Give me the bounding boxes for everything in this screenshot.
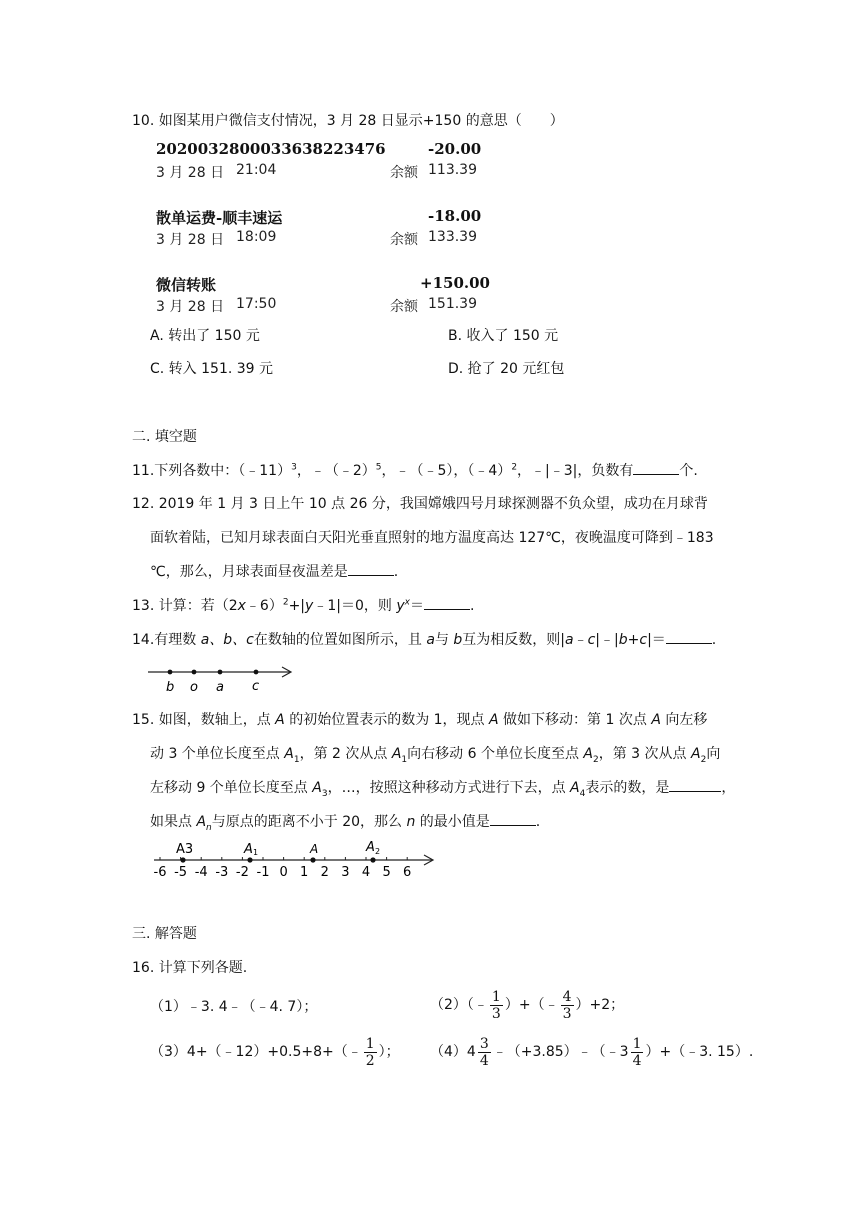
fraction-3-4: $\frac{3}{4}$ [479,1035,489,1069]
q14-answer-blank[interactable] [666,630,712,644]
q10-option-d[interactable]: D. 抢了 20 元红包 [448,361,565,377]
q16-part-3: （3）4+（﹣12）+0.5+8+（﹣ $\frac{1}{2}$ ）； [150,1035,400,1069]
q16-part-2: （2）（﹣ $\frac{1}{3}$ ）+（﹣ $\frac{4}{3}$ ）+2； [430,988,625,1022]
q15-number-line [150,838,440,880]
q14-number-line [146,660,296,696]
q15-line-1: 15. 如图，数轴上，点 A 的初始位置表示的数为 1，现点 A 做如下移动：第 1 次点 A 向左移 [132,712,708,728]
axis-tick-label: 6 [403,865,412,880]
record-3-amount: +150.00 [420,274,490,292]
record-1-time: 21:04 [236,162,277,178]
fraction-1-4: $\frac{1}{4}$ [632,1035,642,1069]
label-o: o [190,680,198,695]
record-1-balance-label: 余额 [390,165,418,181]
q12-line-3: ℃，那么，月球表面昼夜温差是 . [150,564,399,580]
record-2-date: 3 月 28 日 [156,232,225,248]
q10-stem: 10. 如图某用户微信支付情况，3 月 28 日显示+150 的意思（ ） [132,113,564,129]
fraction-1-3: $\frac{1}{3}$ [491,988,501,1022]
q15-line-3: 左移动 9 个单位长度至点 $A_3$，…，按照这种移动方式进行下去，点 $A_4$表示的数，是 ， [150,780,736,799]
axis-tick-label: 3 [341,865,350,880]
axis-tick-label: -1 [256,865,270,880]
point-a3 [180,857,185,862]
point-a [218,670,223,675]
axis-tick-label: -6 [153,865,167,880]
q10-option-a[interactable]: A. 转出了 150 元 [150,328,260,344]
point-a2 [370,857,375,862]
axis-tick-label: -5 [174,865,188,880]
record-2-amount: -18.00 [428,207,482,225]
axis-tick-label: 4 [361,865,371,880]
axis-tick-label: -2 [235,865,249,880]
section-2-heading: 二. 填空题 [132,429,197,445]
label-a: A [310,842,319,856]
q11: 11.下列各数中：（﹣11）$^3$，﹣（﹣2）$^5$，﹣（﹣5），（﹣4）$^2$，﹣|﹣3|，负数有 个. [132,462,698,479]
q11-num: 11. [132,463,155,479]
q15-answer-blank-2[interactable] [490,812,536,826]
q12-line-2: 面软着陆，已知月球表面白天阳光垂直照射的地方温度高达 127℃，夜晚温度可降到﹣183 [150,530,714,546]
q11-answer-blank[interactable] [633,461,679,475]
label-a3: A3 [176,842,194,857]
record-3-date: 3 月 28 日 [156,299,225,315]
axis-tick-label: -4 [194,865,208,880]
q13: 13. 计算：若（2x﹣6）$^2$+|y﹣1|＝0，则 $y^x=$ . [132,597,475,614]
record-1-title: 2020032800033638223476 [156,140,386,158]
q12-line-1: 12. 2019 年 1 月 3 日上午 10 点 26 分，我国嫦娥四号月球探测器不负众望，成功在月球背 [132,496,708,512]
point-a1 [247,857,252,862]
label-c: c [252,679,260,694]
label-a: a [216,680,224,695]
q16-part-4: （4）4 $\frac{3}{4}$ ﹣（+3.85）﹣（﹣3 $\frac{1}{4}$ ）+（﹣3. 15）. [430,1035,754,1069]
axis-tick-label: 5 [382,865,391,880]
svg-text:2: 2 [375,847,381,856]
q14: 14.有理数 a、b、c在数轴的位置如图所示，且 a与 b互为相反数，则|a﹣c|﹣|b+c|＝ . [132,632,717,648]
q16-part-1: （1）﹣3. 4﹣（﹣4. 7）； [150,999,318,1015]
q12-answer-blank[interactable] [348,562,394,576]
record-3-balance-label: 余额 [390,299,418,315]
fraction-4-3: $\frac{4}{3}$ [562,988,572,1022]
record-2-title: 散单运费-顺丰速运 [156,209,283,227]
svg-text:1: 1 [253,848,259,857]
q16-stem: 16. 计算下列各题. [132,960,248,976]
label-a1: A [244,842,253,857]
q10-option-b[interactable]: B. 收入了 150 元 [448,328,559,344]
point-b [168,670,173,675]
record-3-time: 17:50 [236,296,277,312]
record-1-balance: 113.39 [428,162,477,178]
axis-tick-label: 2 [320,865,329,880]
record-1-amount: -20.00 [428,140,482,158]
q15-line-4: 如果点 $A_n$与原点的距离不小于 20，那么 n 的最小值是 . [150,814,541,833]
fraction-1-2: $\frac{1}{2}$ [365,1035,375,1069]
axis-tick-label: 1 [300,865,309,880]
record-2-balance: 133.39 [428,229,477,245]
record-2-time: 18:09 [236,229,277,245]
record-3-balance: 151.39 [428,296,477,312]
record-3-title: 微信转账 [156,276,217,294]
point-a [310,857,315,862]
point-o [192,670,197,675]
record-2-balance-label: 余额 [390,232,418,248]
axis-tick-label: 0 [279,865,288,880]
record-1-date: 3 月 28 日 [156,165,225,181]
point-c [254,670,259,675]
section-3-heading: 三. 解答题 [132,926,197,942]
label-a2: A [366,840,375,855]
q15-line-2: 动 3 个单位长度至点 $A_1$，第 2 次从点 $A_1$向右移动 6 个单位长度至点 $A_2$，第 3 次从点 $A_2$向 [150,746,721,765]
q10-option-c[interactable]: C. 转入 151. 39 元 [150,361,274,377]
label-b: b [166,680,175,695]
q15-answer-blank-1[interactable] [669,778,721,792]
q13-answer-blank[interactable] [424,596,470,610]
axis-tick-label: -3 [215,865,229,880]
